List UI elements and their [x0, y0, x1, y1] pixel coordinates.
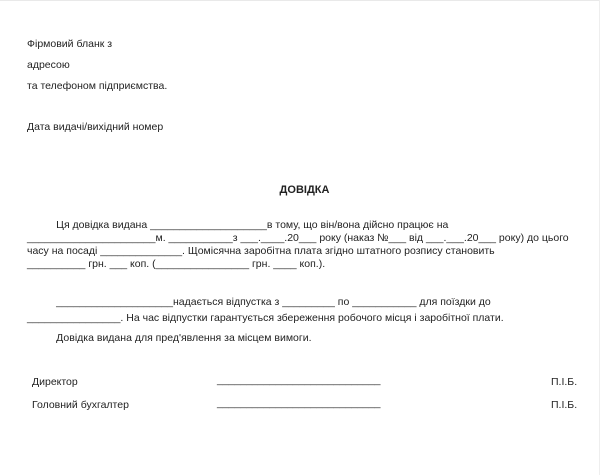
letterhead-line-3: та телефоном підприємства. — [27, 80, 168, 92]
signature-role-director: Директор — [32, 376, 78, 388]
body-line-2: ______________________м. ___________з ___.____.20___ року (наказ №___ від ___.___.20___ року) до цього — [27, 232, 569, 244]
body-line-7: Довідка видана для пред'явлення за місцем вимоги. — [27, 332, 312, 344]
body-line-1: Ця довідка видана ____________________в тому, що він/вона дійсно працює на — [27, 219, 449, 231]
document-title: ДОВІДКА — [279, 184, 330, 196]
signature-name-accountant: П.І.Б. — [551, 399, 578, 411]
letterhead-line-2: адресою — [27, 59, 70, 71]
body-line-6: ________________. На час відпустки гарантується збереження робочого місця і заробітної плати. — [27, 312, 504, 324]
body-line-3: часу на посаді ______________. Щомісячна заробітна плата згідно штатного розпису становить — [27, 245, 495, 257]
signature-line-director: ____________________________ — [217, 374, 381, 386]
top-border — [0, 0, 600, 1]
letterhead-line-1: Фірмовий бланк з — [27, 38, 113, 50]
signature-role-accountant: Головний бухгалтер — [32, 399, 129, 411]
signature-line-accountant: ____________________________ — [217, 397, 381, 409]
issue-date-label: Дата видачі/вихідний номер — [27, 121, 164, 133]
signature-name-director: П.І.Б. — [551, 376, 578, 388]
body-line-5: ____________________надається відпустка з _________ по ___________ для поїздки до — [27, 296, 491, 308]
body-line-4: __________ грн. ___ коп. (________________ грн. ____ коп.). — [27, 258, 326, 270]
